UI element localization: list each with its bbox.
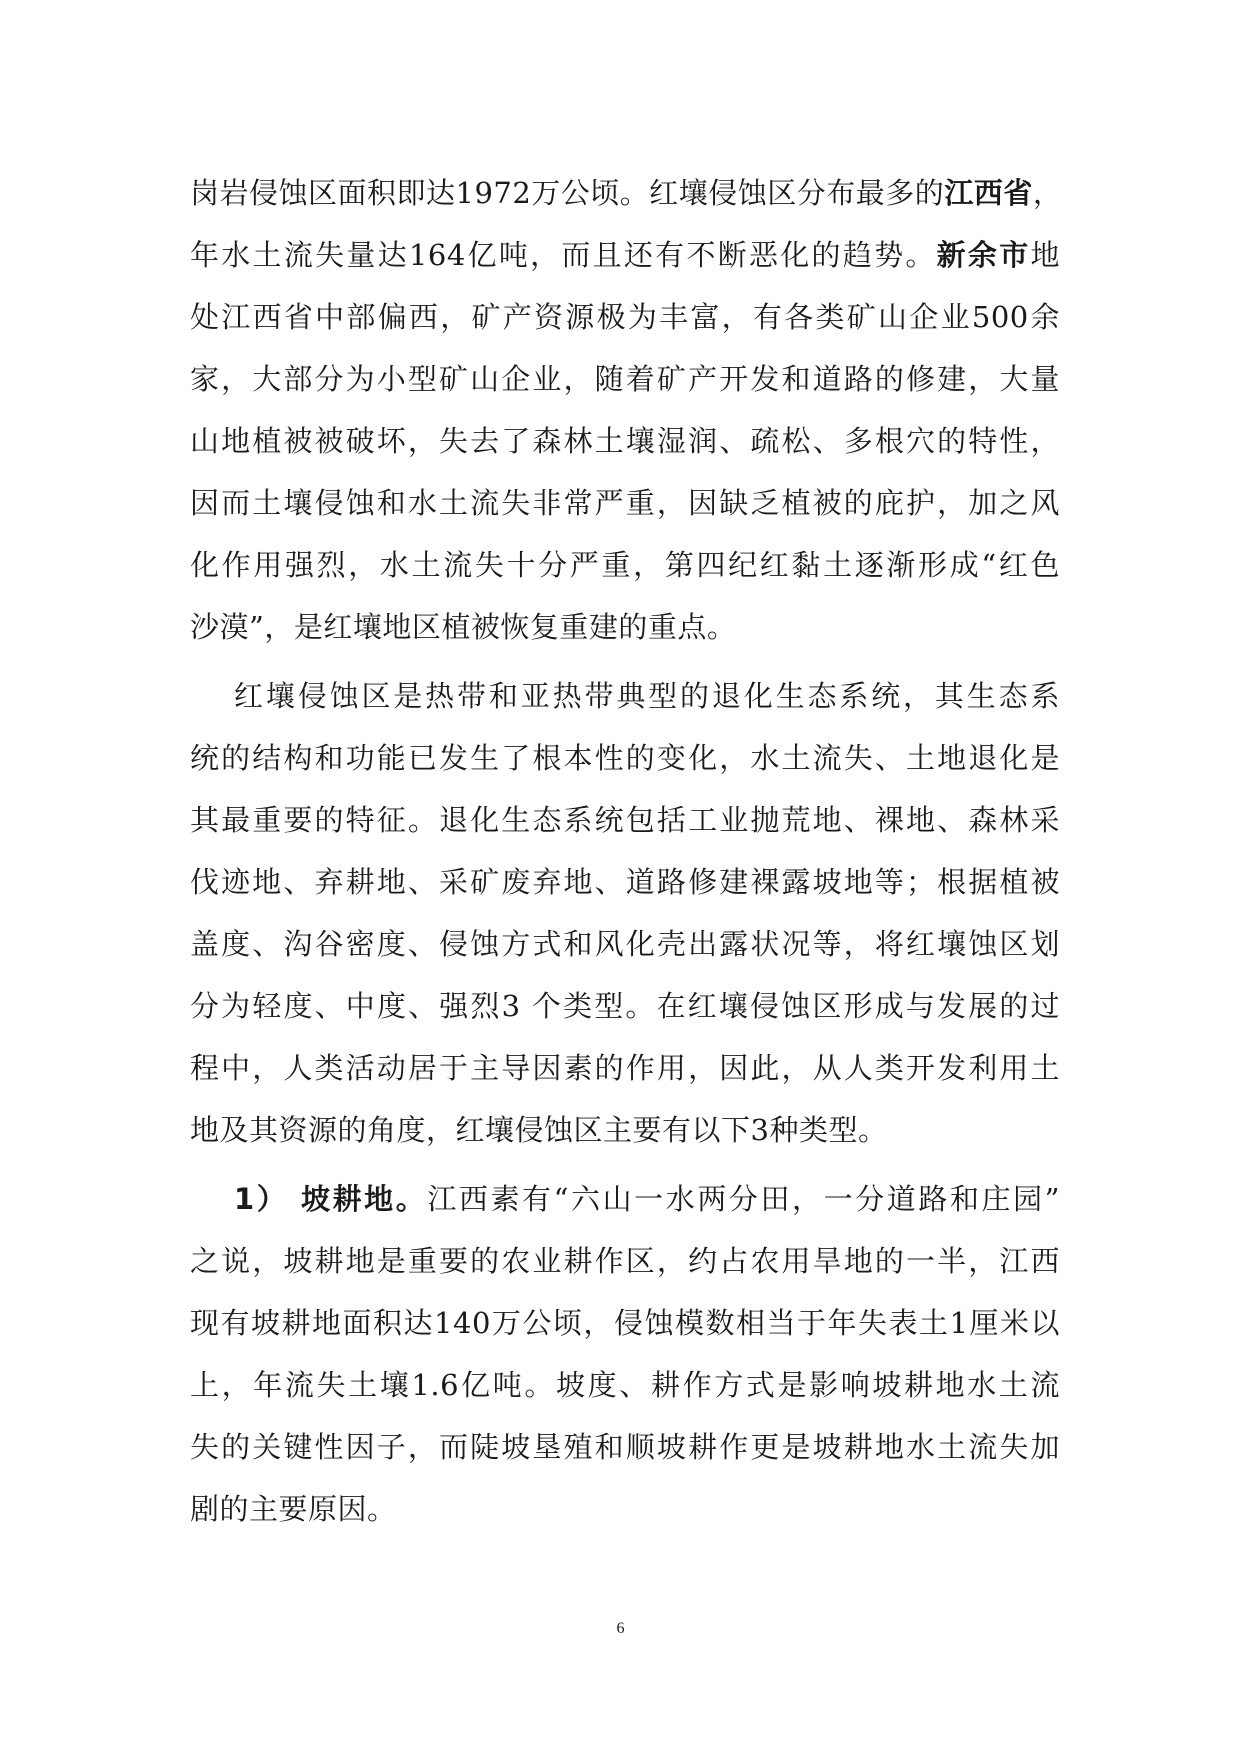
text-run: 年水土流失量达164亿吨，而且还有不断恶化的趋势。 — [190, 238, 937, 272]
text-line — [190, 851, 1060, 913]
text-line — [190, 1099, 1060, 1161]
text-run: 化作用强烈，水土流失十分严重，第四纪红黏土逐渐形成“红色 — [190, 548, 1060, 582]
text-run: 上，年流失土壤1.6亿吨。坡度、耕作方式是影响坡耕地水土流 — [190, 1368, 1060, 1402]
text-line — [190, 162, 1063, 224]
text-run: 地及其资源的角度，红壤侵蚀区主要有以下3种类型。 — [190, 1113, 888, 1147]
text-run: 之说，坡耕地是重要的农业耕作区，约占农用旱地的一半，江西 — [190, 1244, 1060, 1278]
text-line — [190, 1168, 1060, 1230]
text-line — [190, 913, 1060, 975]
text-line — [190, 1292, 1060, 1354]
text-line — [190, 1230, 1060, 1292]
text-run: 其最重要的特征。退化生态系统包括工业抛荒地、裸地、森林采 — [190, 803, 1060, 837]
body-text — [190, 162, 1063, 1540]
text-line — [190, 1478, 1060, 1540]
text-run: 家，大部分为小型矿山企业，随着矿产开发和道路的修建，大量 — [190, 362, 1060, 396]
text-run: 因而土壤侵蚀和水土流失非常严重，因缺乏植被的庇护，加之风 — [190, 486, 1060, 520]
text-line — [190, 1037, 1060, 1099]
text-run: 地 — [1030, 238, 1060, 272]
text-line — [190, 472, 1060, 534]
text-line — [190, 1354, 1060, 1416]
text-run: 伐迹地、弃耕地、采矿废弃地、道路修建裸露坡地等；根据植被 — [190, 865, 1060, 899]
page-number: 6 — [616, 1620, 625, 1637]
paragraph-degraded-ecosystem — [190, 665, 1060, 1161]
text-line — [190, 1416, 1060, 1478]
text-run: ， — [1032, 176, 1063, 210]
text-line — [190, 975, 1060, 1037]
text-run: 沙漠”，是红壤地区植被恢复重建的重点。 — [190, 610, 737, 644]
bold-term: 新余市 — [936, 238, 1031, 272]
text-line — [190, 727, 1060, 789]
text-run: 现有坡耕地面积达140万公顷，侵蚀模数相当于年失表土1厘米以 — [190, 1306, 1060, 1340]
text-line — [190, 596, 1060, 658]
text-run: 红壤侵蚀区是热带和亚热带典型的退化生态系统，其生态系 — [234, 679, 1060, 713]
text-run: 统的结构和功能已发生了根本性的变化，水土流失、土地退化是 — [190, 741, 1060, 775]
text-line — [190, 534, 1060, 596]
text-run: 江西素有“六山一水两分田，一分道路和庄园” — [427, 1182, 1060, 1216]
text-line — [190, 348, 1060, 410]
text-run: 盖度、沟谷密度、侵蚀方式和风化壳出露状况等，将红壤蚀区划 — [190, 927, 1060, 961]
text-line — [190, 286, 1060, 348]
text-run: 剧的主要原因。 — [190, 1492, 397, 1526]
text-run: 失的关键性因子，而陡坡垦殖和顺坡耕作更是坡耕地水土流失加 — [190, 1430, 1060, 1464]
text-line — [190, 224, 1060, 286]
text-run: 处江西省中部偏西，矿产资源极为丰富，有各类矿山企业500余 — [190, 300, 1060, 334]
paragraph-sloping-farmland — [190, 1168, 1060, 1540]
paragraph-erosion-jiangxi — [190, 162, 1063, 658]
text-run: 程中，人类活动居于主导因素的作用，因此，从人类开发利用土 — [190, 1051, 1060, 1085]
text-line — [190, 789, 1060, 851]
text-run: 岗岩侵蚀区面积即达1972万公顷。红壤侵蚀区分布最多的 — [190, 176, 945, 210]
text-line — [190, 665, 1060, 727]
bold-term: 1） 坡耕地。 — [234, 1182, 428, 1216]
text-run: 山地植被被破坏，失去了森林土壤湿润、疏松、多根穴的特性， — [190, 424, 1060, 458]
text-line — [190, 410, 1060, 472]
text-run: 分为轻度、中度、强烈3 个类型。在红壤侵蚀区形成与发展的过 — [190, 989, 1060, 1023]
bold-term: 江西省 — [944, 176, 1033, 210]
